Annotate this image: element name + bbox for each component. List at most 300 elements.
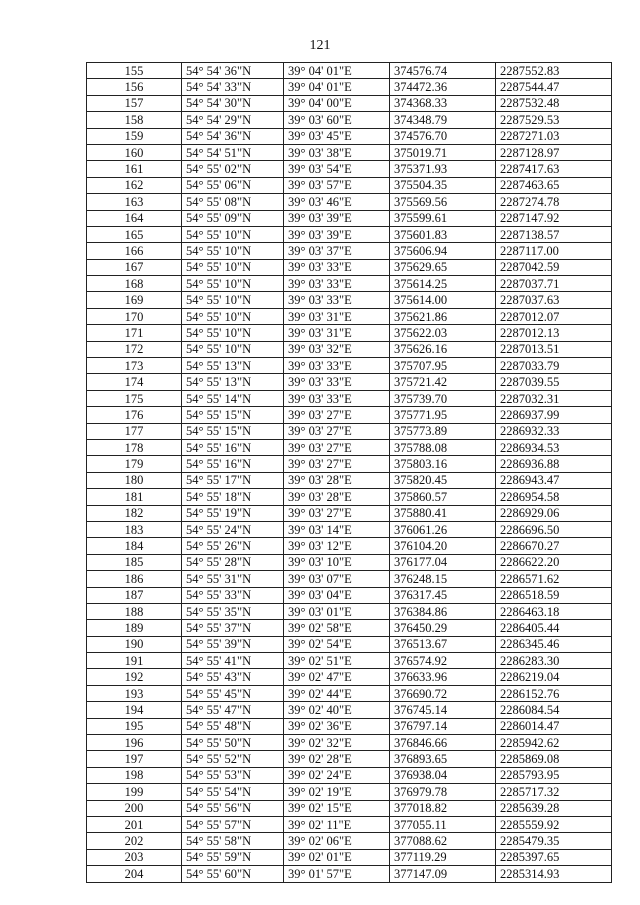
x-coordinate-cell: 376177.04: [390, 554, 496, 570]
table-row: [87, 341, 612, 357]
y-coordinate-cell: 2286622.20: [496, 554, 612, 570]
latitude-cell: 54° 55' 50"N: [182, 735, 284, 751]
point-number-cell: 198: [87, 767, 182, 783]
longitude-cell: 39° 03' 10"E: [284, 554, 390, 570]
y-coordinate-cell: 2287138.57: [496, 226, 612, 242]
point-number-cell: 174: [87, 374, 182, 390]
longitude-cell: 39° 03' 38"E: [284, 144, 390, 160]
table-row: [87, 702, 612, 718]
y-coordinate-cell: 2286405.44: [496, 620, 612, 636]
latitude-cell: 54° 55' 57"N: [182, 816, 284, 832]
y-coordinate-cell: 2286571.62: [496, 571, 612, 587]
x-coordinate-cell: 375622.03: [390, 325, 496, 341]
longitude-cell: 39° 03' 31"E: [284, 308, 390, 324]
coordinates-table-body: [87, 63, 612, 883]
latitude-cell: 54° 55' 13"N: [182, 358, 284, 374]
point-number-cell: 179: [87, 456, 182, 472]
x-coordinate-cell: 374348.79: [390, 112, 496, 128]
latitude-cell: 54° 55' 10"N: [182, 226, 284, 242]
longitude-cell: 39° 03' 39"E: [284, 210, 390, 226]
point-number-cell: 199: [87, 784, 182, 800]
table-row: [87, 669, 612, 685]
table-row: [87, 718, 612, 734]
latitude-cell: 54° 55' 48"N: [182, 718, 284, 734]
table-row: [87, 767, 612, 783]
longitude-cell: 39° 03' 07"E: [284, 571, 390, 587]
y-coordinate-cell: 2287039.55: [496, 374, 612, 390]
x-coordinate-cell: 374472.36: [390, 79, 496, 95]
y-coordinate-cell: 2287128.97: [496, 144, 612, 160]
y-coordinate-cell: 2287012.13: [496, 325, 612, 341]
table-row: [87, 620, 612, 636]
longitude-cell: 39° 03' 60"E: [284, 112, 390, 128]
longitude-cell: 39° 02' 47"E: [284, 669, 390, 685]
longitude-cell: 39° 04' 01"E: [284, 63, 390, 79]
table-row: [87, 79, 612, 95]
longitude-cell: 39° 02' 32"E: [284, 735, 390, 751]
y-coordinate-cell: 2285942.62: [496, 735, 612, 751]
y-coordinate-cell: 2286084.54: [496, 702, 612, 718]
coordinates-table: [86, 62, 612, 883]
table-row: [87, 866, 612, 882]
latitude-cell: 54° 55' 53"N: [182, 767, 284, 783]
table-row: [87, 276, 612, 292]
y-coordinate-cell: 2287274.78: [496, 194, 612, 210]
x-coordinate-cell: 375599.61: [390, 210, 496, 226]
latitude-cell: 54° 55' 10"N: [182, 243, 284, 259]
table-row: [87, 636, 612, 652]
table-row: [87, 751, 612, 767]
point-number-cell: 155: [87, 63, 182, 79]
table-row: [87, 521, 612, 537]
x-coordinate-cell: 374368.33: [390, 95, 496, 111]
x-coordinate-cell: 377055.11: [390, 816, 496, 832]
y-coordinate-cell: 2285397.65: [496, 849, 612, 865]
longitude-cell: 39° 03' 33"E: [284, 292, 390, 308]
y-coordinate-cell: 2287013.51: [496, 341, 612, 357]
y-coordinate-cell: 2286670.27: [496, 538, 612, 554]
latitude-cell: 54° 54' 36"N: [182, 63, 284, 79]
x-coordinate-cell: 376745.14: [390, 702, 496, 718]
x-coordinate-cell: 375371.93: [390, 161, 496, 177]
y-coordinate-cell: 2286152.76: [496, 685, 612, 701]
y-coordinate-cell: 2286943.47: [496, 472, 612, 488]
x-coordinate-cell: 376893.65: [390, 751, 496, 767]
x-coordinate-cell: 377088.62: [390, 833, 496, 849]
latitude-cell: 54° 55' 35"N: [182, 603, 284, 619]
latitude-cell: 54° 55' 24"N: [182, 521, 284, 537]
y-coordinate-cell: 2286696.50: [496, 521, 612, 537]
y-coordinate-cell: 2287147.92: [496, 210, 612, 226]
y-coordinate-cell: 2287042.59: [496, 259, 612, 275]
y-coordinate-cell: 2287117.00: [496, 243, 612, 259]
latitude-cell: 54° 55' 16"N: [182, 456, 284, 472]
latitude-cell: 54° 55' 10"N: [182, 292, 284, 308]
point-number-cell: 161: [87, 161, 182, 177]
longitude-cell: 39° 03' 27"E: [284, 505, 390, 521]
x-coordinate-cell: 376979.78: [390, 784, 496, 800]
x-coordinate-cell: 375614.00: [390, 292, 496, 308]
x-coordinate-cell: 375629.65: [390, 259, 496, 275]
table-row: [87, 603, 612, 619]
y-coordinate-cell: 2287271.03: [496, 128, 612, 144]
x-coordinate-cell: 374576.74: [390, 63, 496, 79]
x-coordinate-cell: 376450.29: [390, 620, 496, 636]
x-coordinate-cell: 376690.72: [390, 685, 496, 701]
longitude-cell: 39° 03' 54"E: [284, 161, 390, 177]
table-row: [87, 390, 612, 406]
y-coordinate-cell: 2287012.07: [496, 308, 612, 324]
x-coordinate-cell: 375880.41: [390, 505, 496, 521]
longitude-cell: 39° 03' 37"E: [284, 243, 390, 259]
latitude-cell: 54° 55' 02"N: [182, 161, 284, 177]
latitude-cell: 54° 55' 13"N: [182, 374, 284, 390]
longitude-cell: 39° 02' 28"E: [284, 751, 390, 767]
latitude-cell: 54° 55' 10"N: [182, 276, 284, 292]
x-coordinate-cell: 376633.96: [390, 669, 496, 685]
table-row: [87, 358, 612, 374]
longitude-cell: 39° 03' 33"E: [284, 358, 390, 374]
longitude-cell: 39° 03' 33"E: [284, 374, 390, 390]
latitude-cell: 54° 55' 10"N: [182, 341, 284, 357]
x-coordinate-cell: 375504.35: [390, 177, 496, 193]
table-row: [87, 489, 612, 505]
latitude-cell: 54° 55' 45"N: [182, 685, 284, 701]
latitude-cell: 54° 55' 09"N: [182, 210, 284, 226]
table-row: [87, 226, 612, 242]
y-coordinate-cell: 2286518.59: [496, 587, 612, 603]
x-coordinate-cell: 375771.95: [390, 407, 496, 423]
y-coordinate-cell: 2286932.33: [496, 423, 612, 439]
table-row: [87, 800, 612, 816]
table-row: [87, 95, 612, 111]
latitude-cell: 54° 55' 06"N: [182, 177, 284, 193]
x-coordinate-cell: 374576.70: [390, 128, 496, 144]
longitude-cell: 39° 02' 19"E: [284, 784, 390, 800]
table-row: [87, 374, 612, 390]
x-coordinate-cell: 376317.45: [390, 587, 496, 603]
x-coordinate-cell: 375820.45: [390, 472, 496, 488]
latitude-cell: 54° 55' 31"N: [182, 571, 284, 587]
longitude-cell: 39° 03' 57"E: [284, 177, 390, 193]
latitude-cell: 54° 55' 18"N: [182, 489, 284, 505]
table-row: [87, 194, 612, 210]
point-number-cell: 184: [87, 538, 182, 554]
point-number-cell: 192: [87, 669, 182, 685]
table-row: [87, 325, 612, 341]
x-coordinate-cell: 376938.04: [390, 767, 496, 783]
longitude-cell: 39° 02' 51"E: [284, 653, 390, 669]
latitude-cell: 54° 55' 10"N: [182, 259, 284, 275]
longitude-cell: 39° 03' 46"E: [284, 194, 390, 210]
y-coordinate-cell: 2287037.63: [496, 292, 612, 308]
x-coordinate-cell: 376248.15: [390, 571, 496, 587]
table-row: [87, 849, 612, 865]
point-number-cell: 162: [87, 177, 182, 193]
table-row: [87, 407, 612, 423]
table-row: [87, 587, 612, 603]
latitude-cell: 54° 55' 58"N: [182, 833, 284, 849]
longitude-cell: 39° 02' 36"E: [284, 718, 390, 734]
longitude-cell: 39° 03' 28"E: [284, 472, 390, 488]
longitude-cell: 39° 03' 28"E: [284, 489, 390, 505]
latitude-cell: 54° 54' 36"N: [182, 128, 284, 144]
longitude-cell: 39° 02' 01"E: [284, 849, 390, 865]
longitude-cell: 39° 03' 33"E: [284, 390, 390, 406]
point-number-cell: 185: [87, 554, 182, 570]
table-row: [87, 472, 612, 488]
x-coordinate-cell: 375626.16: [390, 341, 496, 357]
table-row: [87, 735, 612, 751]
y-coordinate-cell: 2286937.99: [496, 407, 612, 423]
table-row: [87, 423, 612, 439]
longitude-cell: 39° 04' 00"E: [284, 95, 390, 111]
table-row: [87, 538, 612, 554]
longitude-cell: 39° 02' 24"E: [284, 767, 390, 783]
latitude-cell: 54° 54' 33"N: [182, 79, 284, 95]
y-coordinate-cell: 2286219.04: [496, 669, 612, 685]
longitude-cell: 39° 03' 39"E: [284, 226, 390, 242]
y-coordinate-cell: 2286929.06: [496, 505, 612, 521]
point-number-cell: 201: [87, 816, 182, 832]
y-coordinate-cell: 2285639.28: [496, 800, 612, 816]
point-number-cell: 165: [87, 226, 182, 242]
point-number-cell: 203: [87, 849, 182, 865]
x-coordinate-cell: 377147.09: [390, 866, 496, 882]
table-row: [87, 833, 612, 849]
table-row: [87, 653, 612, 669]
page-number: 121: [309, 38, 331, 53]
latitude-cell: 54° 54' 51"N: [182, 144, 284, 160]
point-number-cell: 173: [87, 358, 182, 374]
latitude-cell: 54° 55' 60"N: [182, 866, 284, 882]
table-row: [87, 63, 612, 79]
point-number-cell: 190: [87, 636, 182, 652]
y-coordinate-cell: 2286345.46: [496, 636, 612, 652]
point-number-cell: 194: [87, 702, 182, 718]
table-row: [87, 816, 612, 832]
longitude-cell: 39° 02' 11"E: [284, 816, 390, 832]
longitude-cell: 39° 03' 27"E: [284, 456, 390, 472]
longitude-cell: 39° 03' 12"E: [284, 538, 390, 554]
y-coordinate-cell: 2287417.63: [496, 161, 612, 177]
y-coordinate-cell: 2287529.53: [496, 112, 612, 128]
table-row: [87, 292, 612, 308]
y-coordinate-cell: 2287033.79: [496, 358, 612, 374]
latitude-cell: 54° 55' 14"N: [182, 390, 284, 406]
point-number-cell: 156: [87, 79, 182, 95]
latitude-cell: 54° 55' 41"N: [182, 653, 284, 669]
latitude-cell: 54° 55' 26"N: [182, 538, 284, 554]
x-coordinate-cell: 375773.89: [390, 423, 496, 439]
table-row: [87, 685, 612, 701]
point-number-cell: 160: [87, 144, 182, 160]
point-number-cell: 176: [87, 407, 182, 423]
point-number-cell: 195: [87, 718, 182, 734]
table-row: [87, 505, 612, 521]
latitude-cell: 54° 55' 28"N: [182, 554, 284, 570]
longitude-cell: 39° 03' 04"E: [284, 587, 390, 603]
point-number-cell: 204: [87, 866, 182, 882]
point-number-cell: 181: [87, 489, 182, 505]
longitude-cell: 39° 02' 44"E: [284, 685, 390, 701]
x-coordinate-cell: 376797.14: [390, 718, 496, 734]
y-coordinate-cell: 2287532.48: [496, 95, 612, 111]
y-coordinate-cell: 2285314.93: [496, 866, 612, 882]
point-number-cell: 189: [87, 620, 182, 636]
latitude-cell: 54° 55' 19"N: [182, 505, 284, 521]
latitude-cell: 54° 55' 52"N: [182, 751, 284, 767]
y-coordinate-cell: 2285793.95: [496, 767, 612, 783]
x-coordinate-cell: 375569.56: [390, 194, 496, 210]
point-number-cell: 177: [87, 423, 182, 439]
latitude-cell: 54° 55' 43"N: [182, 669, 284, 685]
x-coordinate-cell: 376513.67: [390, 636, 496, 652]
latitude-cell: 54° 55' 17"N: [182, 472, 284, 488]
point-number-cell: 191: [87, 653, 182, 669]
point-number-cell: 180: [87, 472, 182, 488]
point-number-cell: 175: [87, 390, 182, 406]
point-number-cell: 188: [87, 603, 182, 619]
y-coordinate-cell: 2287463.65: [496, 177, 612, 193]
longitude-cell: 39° 03' 14"E: [284, 521, 390, 537]
longitude-cell: 39° 03' 01"E: [284, 603, 390, 619]
table-row: [87, 784, 612, 800]
point-number-cell: 202: [87, 833, 182, 849]
table-row: [87, 243, 612, 259]
table-row: [87, 456, 612, 472]
y-coordinate-cell: 2285869.08: [496, 751, 612, 767]
y-coordinate-cell: 2285479.35: [496, 833, 612, 849]
point-number-cell: 171: [87, 325, 182, 341]
x-coordinate-cell: 377018.82: [390, 800, 496, 816]
point-number-cell: 196: [87, 735, 182, 751]
table-row: [87, 128, 612, 144]
latitude-cell: 54° 55' 39"N: [182, 636, 284, 652]
x-coordinate-cell: 376846.66: [390, 735, 496, 751]
y-coordinate-cell: 2286954.58: [496, 489, 612, 505]
longitude-cell: 39° 02' 40"E: [284, 702, 390, 718]
x-coordinate-cell: 375788.08: [390, 439, 496, 455]
longitude-cell: 39° 02' 54"E: [284, 636, 390, 652]
x-coordinate-cell: 375721.42: [390, 374, 496, 390]
y-coordinate-cell: 2286014.47: [496, 718, 612, 734]
point-number-cell: 172: [87, 341, 182, 357]
table-row: [87, 308, 612, 324]
point-number-cell: 200: [87, 800, 182, 816]
point-number-cell: 178: [87, 439, 182, 455]
longitude-cell: 39° 02' 06"E: [284, 833, 390, 849]
latitude-cell: 54° 55' 56"N: [182, 800, 284, 816]
longitude-cell: 39° 03' 33"E: [284, 259, 390, 275]
latitude-cell: 54° 55' 54"N: [182, 784, 284, 800]
point-number-cell: 170: [87, 308, 182, 324]
table-row: [87, 144, 612, 160]
x-coordinate-cell: 375614.25: [390, 276, 496, 292]
table-row: [87, 259, 612, 275]
y-coordinate-cell: 2287032.31: [496, 390, 612, 406]
y-coordinate-cell: 2286463.18: [496, 603, 612, 619]
latitude-cell: 54° 55' 10"N: [182, 325, 284, 341]
longitude-cell: 39° 03' 27"E: [284, 439, 390, 455]
latitude-cell: 54° 55' 37"N: [182, 620, 284, 636]
table-row: [87, 439, 612, 455]
x-coordinate-cell: 375707.95: [390, 358, 496, 374]
point-number-cell: 166: [87, 243, 182, 259]
table-row: [87, 554, 612, 570]
latitude-cell: 54° 55' 10"N: [182, 308, 284, 324]
table-row: [87, 161, 612, 177]
latitude-cell: 54° 55' 59"N: [182, 849, 284, 865]
table-row: [87, 571, 612, 587]
x-coordinate-cell: 375860.57: [390, 489, 496, 505]
point-number-cell: 169: [87, 292, 182, 308]
y-coordinate-cell: 2285717.32: [496, 784, 612, 800]
point-number-cell: 187: [87, 587, 182, 603]
y-coordinate-cell: 2287552.83: [496, 63, 612, 79]
y-coordinate-cell: 2287037.71: [496, 276, 612, 292]
point-number-cell: 186: [87, 571, 182, 587]
latitude-cell: 54° 55' 15"N: [182, 423, 284, 439]
x-coordinate-cell: 375803.16: [390, 456, 496, 472]
longitude-cell: 39° 03' 31"E: [284, 325, 390, 341]
latitude-cell: 54° 54' 30"N: [182, 95, 284, 111]
point-number-cell: 193: [87, 685, 182, 701]
point-number-cell: 168: [87, 276, 182, 292]
y-coordinate-cell: 2286934.53: [496, 439, 612, 455]
x-coordinate-cell: 375621.86: [390, 308, 496, 324]
point-number-cell: 197: [87, 751, 182, 767]
x-coordinate-cell: 375739.70: [390, 390, 496, 406]
longitude-cell: 39° 03' 27"E: [284, 407, 390, 423]
x-coordinate-cell: 376104.20: [390, 538, 496, 554]
table-row: [87, 210, 612, 226]
table-row: [87, 112, 612, 128]
longitude-cell: 39° 03' 45"E: [284, 128, 390, 144]
x-coordinate-cell: 375019.71: [390, 144, 496, 160]
longitude-cell: 39° 02' 15"E: [284, 800, 390, 816]
longitude-cell: 39° 03' 33"E: [284, 276, 390, 292]
point-number-cell: 167: [87, 259, 182, 275]
x-coordinate-cell: 376384.86: [390, 603, 496, 619]
longitude-cell: 39° 03' 32"E: [284, 341, 390, 357]
latitude-cell: 54° 55' 15"N: [182, 407, 284, 423]
x-coordinate-cell: 375606.94: [390, 243, 496, 259]
x-coordinate-cell: 376574.92: [390, 653, 496, 669]
latitude-cell: 54° 55' 08"N: [182, 194, 284, 210]
table-row: [87, 177, 612, 193]
longitude-cell: 39° 01' 57"E: [284, 866, 390, 882]
y-coordinate-cell: 2286283.30: [496, 653, 612, 669]
point-number-cell: 163: [87, 194, 182, 210]
point-number-cell: 164: [87, 210, 182, 226]
point-number-cell: 157: [87, 95, 182, 111]
latitude-cell: 54° 55' 47"N: [182, 702, 284, 718]
longitude-cell: 39° 03' 27"E: [284, 423, 390, 439]
longitude-cell: 39° 02' 58"E: [284, 620, 390, 636]
latitude-cell: 54° 55' 33"N: [182, 587, 284, 603]
y-coordinate-cell: 2287544.47: [496, 79, 612, 95]
point-number-cell: 182: [87, 505, 182, 521]
x-coordinate-cell: 377119.29: [390, 849, 496, 865]
y-coordinate-cell: 2285559.92: [496, 816, 612, 832]
x-coordinate-cell: 375601.83: [390, 226, 496, 242]
longitude-cell: 39° 04' 01"E: [284, 79, 390, 95]
point-number-cell: 158: [87, 112, 182, 128]
point-number-cell: 183: [87, 521, 182, 537]
latitude-cell: 54° 54' 29"N: [182, 112, 284, 128]
point-number-cell: 159: [87, 128, 182, 144]
